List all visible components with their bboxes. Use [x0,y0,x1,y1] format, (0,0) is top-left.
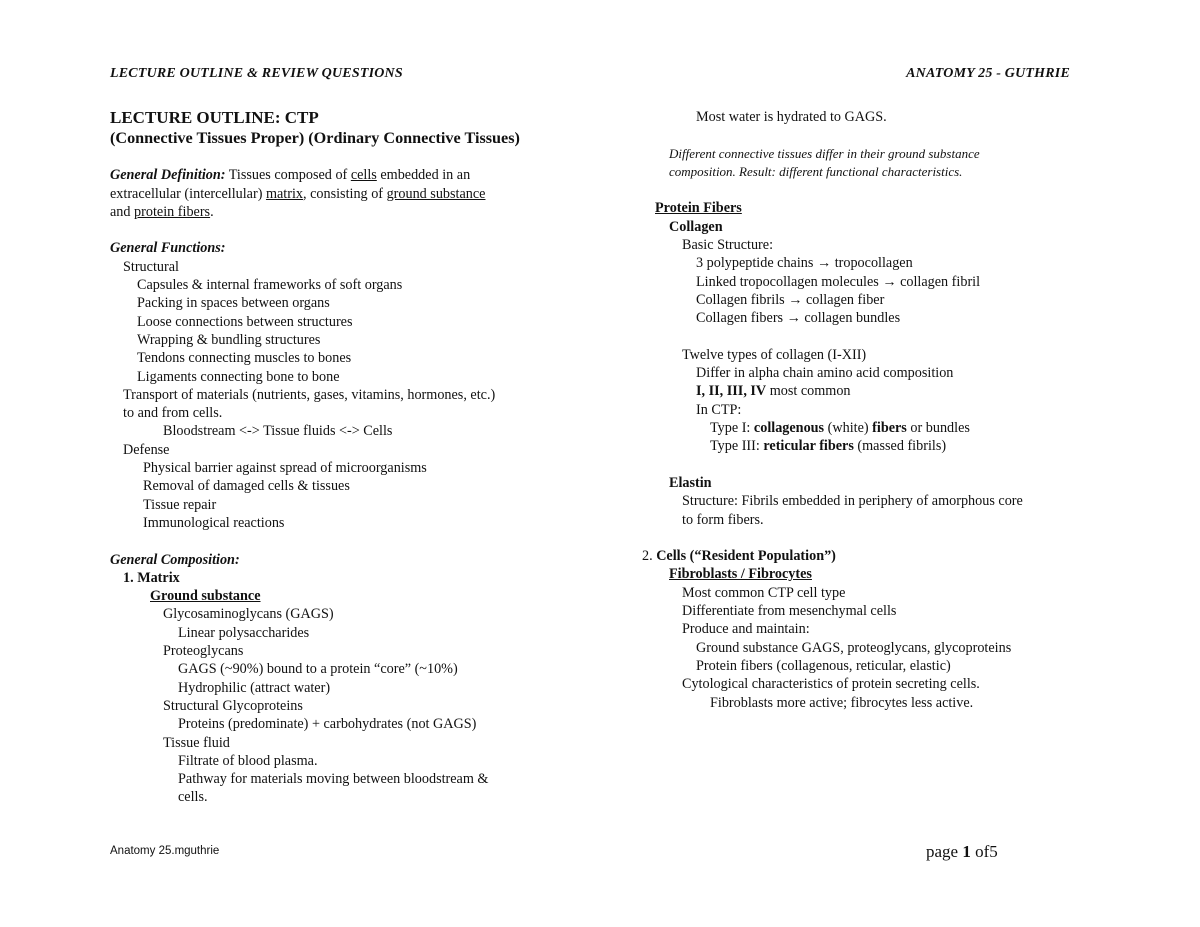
page-current: 1 [962,842,971,861]
cells-number: 2. [642,548,657,565]
cells-title: Cells (“Resident Population”) [656,548,836,565]
definition-line-1 [110,166,580,184]
type-3-label: Type III: [710,438,764,455]
composition-subitem: cells. [178,789,208,806]
composition-subitem: Hydrophilic (attract water) [178,679,331,696]
functions-item: Tendons connecting muscles to bones [137,350,352,367]
note-line-2: composition. Result: different functional characteristics. [669,163,963,179]
definition-text: and [110,203,135,220]
definition-line-3 [110,203,580,221]
elastin-line: Structure: Fibrils embedded in periphery of amorphous core [682,493,1023,510]
page-title: LECTURE OUTLINE: CTP [110,108,319,127]
elastin-heading: Elastin [669,474,712,491]
type-1-collagenous: collagenous [753,420,825,437]
composition-subitem: Linear polysaccharides [178,624,310,641]
fibroblasts-item: Produce and maintain: [682,621,810,638]
composition-matrix: 1. Matrix [123,569,180,586]
type-1-text: or bundles [906,420,970,437]
composition-item: Glycosaminoglycans (GAGS) [163,606,334,623]
water-line: Most water is hydrated to GAGS. [696,109,887,125]
collagen-type-1 [642,419,1112,437]
functions-item: Physical barrier against spread of microorganisms [143,460,427,477]
definition-text: Tissues composed of [225,167,351,184]
common-text: most common [766,383,851,400]
composition-item: Tissue fluid [163,734,230,751]
basic-structure: Basic Structure: [682,237,774,254]
header-left: LECTURE OUTLINE & REVIEW QUESTIONS [110,66,403,81]
header-right: ANATOMY 25 - GUTHRIE [906,66,1070,81]
functions-item: Removal of damaged cells & tissues [143,478,350,495]
composition-subitem: GAGS (~90%) bound to a protein “core” (~10%) [178,661,458,678]
definition-text: , consisting of [303,185,387,202]
functions-item: Capsules & internal frameworks of soft organs [137,277,403,294]
right-column [642,108,1112,712]
composition-item: Structural Glycoproteins [163,697,303,714]
definition-text: embedded in an [376,167,471,184]
elastin-line: to form fibers. [682,511,764,528]
basic-item: 3 polypeptide chains → tropocollagen [696,255,913,272]
composition-subitem: Filtrate of blood plasma. [178,752,318,769]
definition-line-2 [110,185,580,203]
functions-structural: Structural [123,258,179,275]
collagen-type-3 [642,437,1112,455]
type-1-text: (white) [824,420,873,437]
functions-item: Tissue repair [143,496,217,513]
left-column [110,108,580,807]
page-word: page [926,842,963,861]
type-3-text: (massed fibrils) [853,438,947,455]
common-types: I, II, III, IV [696,383,767,400]
composition-subitem: Proteins (predominate) + carbohydrates (not GAGS) [178,716,477,733]
definition-matrix: matrix [265,185,304,202]
type-1-fibers: fibers [872,420,907,437]
functions-bloodstream: Bloodstream <-> Tissue fluids <-> Cells [163,423,393,440]
definition-text: . [210,203,214,220]
collagen-heading: Collagen [669,218,723,235]
fibroblasts-subitem: Protein fibers (collagenous, reticular, elastic) [696,657,951,674]
definition-protein-fibers: protein fibers [134,203,211,220]
collagen-types: Twelve types of collagen (I-XII) [682,346,867,363]
composition-subitem: Pathway for materials moving between bloodstream & [178,771,489,788]
fibroblasts-item: Differentiate from mesenchymal cells [682,603,897,620]
functions-item: Loose connections between structures [137,313,353,330]
type-1-label: Type I: [710,420,754,437]
functions-item: Ligaments connecting bone to bone [137,368,340,385]
cells-heading [642,547,1112,565]
functions-item: Packing in spaces between organs [137,295,330,312]
basic-item: Collagen fibrils → collagen fiber [696,291,885,308]
functions-defense: Defense [123,441,170,458]
functions-item: Immunological reactions [143,514,285,531]
functions-item: Wrapping & bundling structures [137,331,321,348]
note-line-1: Different connective tissues differ in their ground substance [669,145,980,161]
fibroblasts-subitem: Ground substance GAGS, proteoglycans, glycoproteins [696,639,1012,656]
functions-transport-cont: to and from cells. [123,405,223,422]
definition-ground-substance: ground substance [386,185,486,202]
fibroblasts-item: Cytological characteristics of protein secreting cells. [682,676,980,693]
type-3-reticular: reticular fibers [763,438,854,455]
basic-item: Linked tropocollagen molecules → collagen fibril [696,273,981,290]
functions-transport: Transport of materials (nutrients, gases, vitamins, hormones, etc.) [123,386,496,403]
definition-text: extracellular (intercellular) [110,185,266,202]
collagen-types-item [642,382,1112,400]
basic-item: Collagen fibers → collagen bundles [696,310,901,327]
fibroblasts-subitem: Fibroblasts more active; fibrocytes less active. [710,694,974,711]
definition-cells: cells [350,167,377,184]
fibroblasts-heading: Fibroblasts / Fibrocytes [669,566,812,583]
definition-label: General Definition: [110,167,226,184]
page-subtitle: (Connective Tissues Proper) (Ordinary Connective Tissues) [110,129,520,147]
page-total: of5 [970,842,998,861]
composition-item: Proteoglycans [163,643,244,660]
protein-fibers-heading: Protein Fibers [655,200,742,217]
page-number [926,842,998,862]
composition-ground-substance: Ground substance [150,588,261,605]
collagen-in-ctp: In CTP: [696,401,742,418]
functions-label: General Functions: [110,240,226,257]
collagen-types-item: Differ in alpha chain amino acid composition [696,365,954,382]
fibroblasts-item: Most common CTP cell type [682,584,846,601]
footer-filename: Anatomy 25.mguthrie [110,845,220,857]
composition-label: General Composition: [110,551,240,568]
